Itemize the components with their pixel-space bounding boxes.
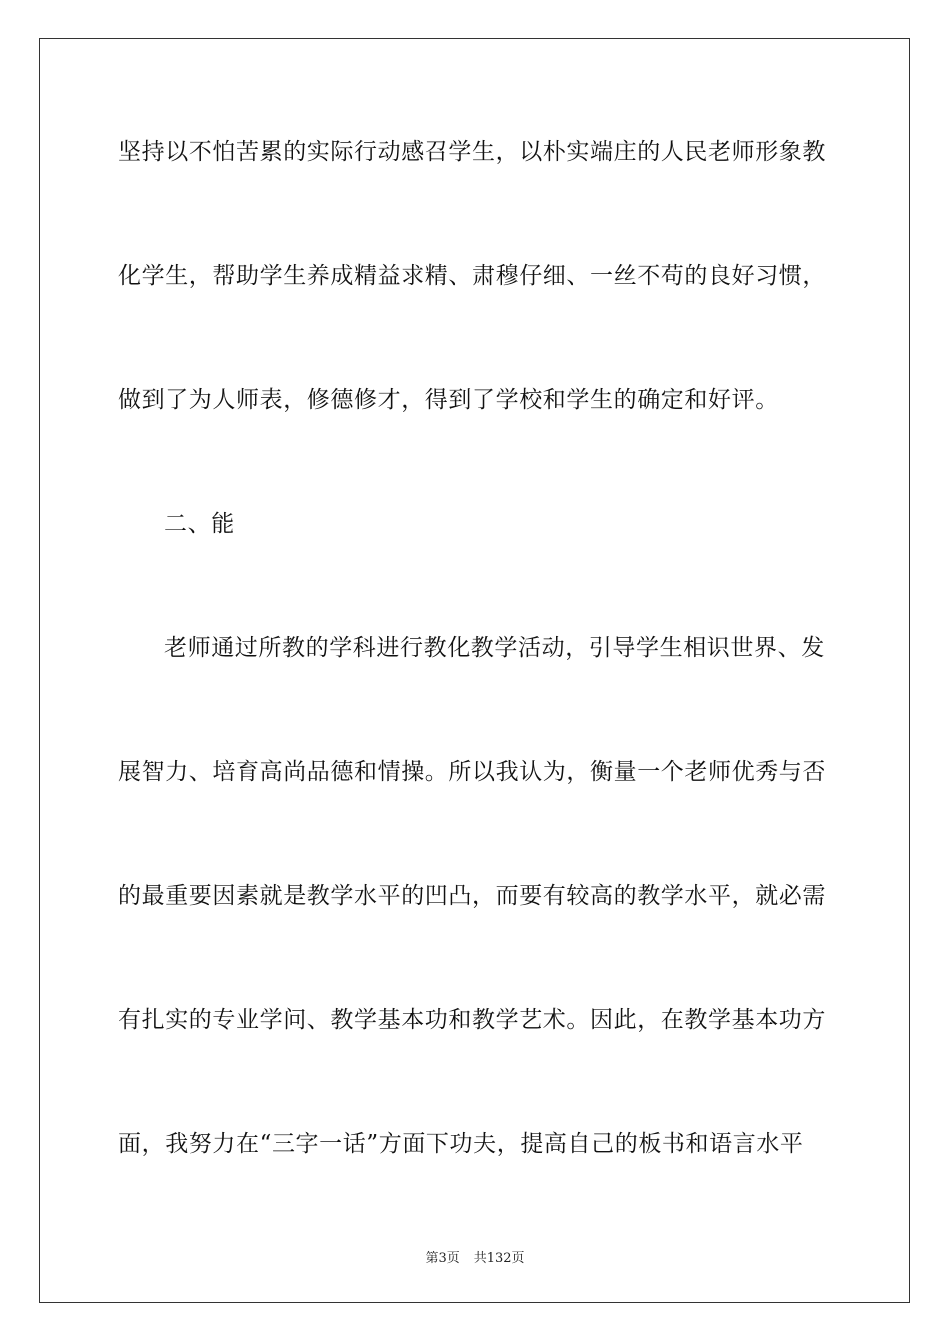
body-text-line-7: 的最重要因素就是教学水平的凹凸，而要有较高的教学水平，就必需	[118, 883, 826, 909]
page-total: 共132页	[473, 1251, 525, 1266]
body-text-line-3: 做到了为人师表，修德修才，得到了学校和学生的确定和好评。	[118, 387, 779, 413]
page-border	[39, 38, 910, 1303]
section-heading: 二、能	[164, 511, 235, 537]
page-footer	[0, 1247, 950, 1266]
body-text-line-8: 有扎实的专业学问、教学基本功和教学艺术。因此，在教学基本功方	[118, 1007, 826, 1033]
body-text-line-1: 坚持以不怕苦累的实际行动感召学生，以朴实端庄的人民老师形象教	[118, 139, 826, 165]
body-text-line-6: 展智力、培育高尚品德和情操。所以我认为，衡量一个老师优秀与否	[118, 759, 826, 785]
body-text-line-9: 面，我努力在“三字一话”方面下功夫，提高自己的板书和语言水平	[118, 1131, 804, 1157]
body-text-line-5: 老师通过所教的学科进行教化教学活动，引导学生相识世界、发	[164, 635, 825, 661]
body-text-line-2: 化学生，帮助学生养成精益求精、肃穆仔细、一丝不苟的良好习惯，	[118, 263, 826, 289]
page-number: 第3页	[425, 1251, 460, 1266]
